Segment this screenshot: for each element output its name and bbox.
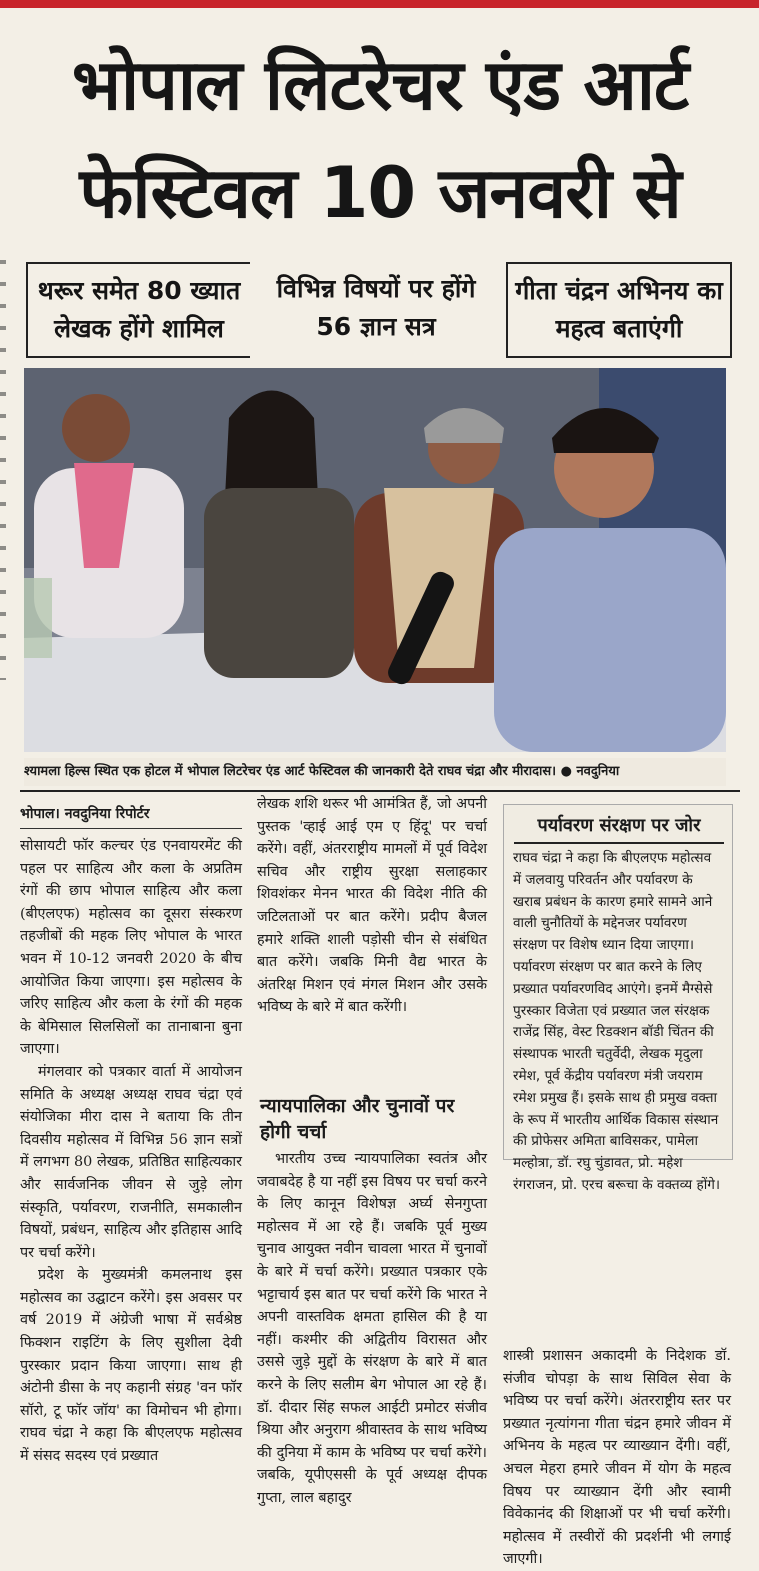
column-1-paragraph-1: सोसायटी फॉर कल्चर एंड एनवायरमेंट की पहल पर साहित्य और कला के अप्रतिम रंगों की छाप भोपाल साहित्य और कला (बीएलएफ) महोत्सव का दूसरा संस्करण तहजीबों की महक लिए भोपाल के भारत भवन में 10-12 जनवरी 2020 के बीच आयोजित किया जाएगा। इस महोत्सव के जरिए साहित्य और कला के रंगों की महक के बेमिसाल सिलसिलों का तानाबाना बुना जाएगा। <box>20 838 242 1058</box>
column-1 <box>20 835 242 1468</box>
photo-caption: श्यामला हिल्स स्थित एक होटल में भोपाल लिटरेचर एंड आर्ट फेस्टिवल की जानकारी देते राघव चंद्रा और मीरादास। ● नवदुनिया <box>24 758 726 786</box>
column-1-paragraph-3: प्रदेश के मुख्यमंत्री कमलनाथ इस महोत्सव का उद्घाटन करेंगे। इस अवसर पर वर्ष 2019 में अंग्रेजी भाषा में सर्वश्रेष्ठ फिक्शन राइटिंग के लिए सुशीला देवी पुरस्कार प्रदान किया जाएगा। साथ ही अंटोनी डीसा के नए कहानी संग्रह 'वन फॉर सॉरो, टू फॉर जॉय' का विमोचन भी होगा। राघव चंद्रा ने कहा कि बीएलएफ महोत्सव में संसद सदस्य एवं प्रख्यात <box>20 1267 242 1465</box>
column-2-paragraph-1: लेखक शशि थरूर भी आमंत्रित हैं, जो अपनी पुस्तक 'व्हाई आई एम ए हिंदू' पर चर्चा करेंगे। वहीं, अंतरराष्ट्रीय मामलों में पूर्व विदेश सचिव और राष्ट्रीय सुरक्षा सलाहकार शिवशंकर मेनन भारत की विदेश नीति की जटिलताओं पर बात करेंगे। प्रदीप बैजल हमारे शक्ति शाली पड़ोसी चीन से संबंधित बात करेंगे। जबकि मिनी वैद्य भारत के अंतरिक्ष मिशन एवं मंगल मिशन और उसके भविष्य के बारे में बात करेंगी। <box>257 796 487 1016</box>
sidebar-box-body: राघव चंद्रा ने कहा कि बीएलएफ महोत्सव में जलवायु परिवर्तन और पर्यावरण के खराब प्रबंधन के कारण हमारे सामने आने वाली चुनौतियों के मद्देनजर पर्यावरण संरक्षण पर विशेष ध्यान दिया जाएगा। पर्यावरण संरक्षण पर बात करने के लिए प्रख्यात पर्यावरणविद आएंगे। इनमें मैग्सेसे पुरस्कार विजेता एवं प्रख्यात जल संरक्षक राजेंद्र सिंह, वेस्ट रिडक्शन बॉडी चिंतन की संस्थापक भारती चतुर्वेदी, लेखक मृदुला रमेश, पूर्व केंद्रीय पर्यावरण मंत्री जयराम रमेश प्रमुख हैं। इसके साथ ही प्रमुख वक्ता के रूप में भारतीय आर्थिक विकास संस्थान की प्रोफेसर अमिता बाविसकर, पामेला मल्होत्रा, डॉ. रघु चुंडावत, प्रो. महेश रंगराजन, प्रो. एरच बरूचा के वक्तव्य होंगे। <box>513 850 721 1193</box>
column-3-paragraph: शास्त्री प्रशासन अकादमी के निदेशक डॉ. संजीव चोपड़ा के साथ सिविल सेवा के भविष्य पर चर्चा करेंगे। अंतरराष्ट्रीय स्तर पर प्रख्यात नृत्यांगना गीता चंद्रन हमारे जीवन में अभिनय के महत्व पर व्याख्यान देंगी। वहीं, अचल मेहरा हमारे जीवन में योग के महत्व विषय पर व्याख्यान देंगी और स्वामी विवेकानंद की शिक्षाओं पर भी चर्चा करेंगी। महोत्सव में तस्वीरों की प्रदर्शनी भी लगाई जाएगी। <box>503 1348 731 1568</box>
column-3-bottom <box>503 1345 731 1568</box>
column-2-bottom <box>257 1148 487 1538</box>
headline-line-1: भोपाल लिटरेचर एंड आर्ट <box>71 44 689 126</box>
press-conference-photo <box>24 368 726 752</box>
subheading-judiciary: न्यायपालिका और चुनावों पर होगी चर्चा <box>260 1095 455 1143</box>
headline-line-2: फेस्टिवल 10 जनवरी से <box>79 152 681 234</box>
column-2-top <box>257 793 487 1083</box>
adjacent-column-edge <box>0 260 6 680</box>
photo-illustration <box>24 368 726 752</box>
byline: भोपाल। नवदुनिया रिपोर्टर <box>20 800 242 829</box>
column-2-paragraph-2: भारतीय उच्च न्यायपालिका स्वतंत्र और जवाबदेह है या नहीं इस विषय पर चर्चा करने के लिए कानून विशेषज्ञ अर्घ्य सेनगुप्ता महोत्सव में आ रहे हैं। जबकि पूर्व मुख्य चुनाव आयुक्त नवीन चावला भारत में चुनावों के बारे में चर्चा करेंगे। प्रख्यात पत्रकार एके भट्टाचार्य इस बात पर चर्चा करेंगे कि भारत ने अपनी वास्तविक क्षमता हासिल की है या नहीं। कश्मीर की अद्वितीय विरासत और उससे जुड़े मुद्दों के संरक्षण के बारे में बात करने के लिए सलीम बेग भोपाल आ रहे हैं। डॉ. दीदार सिंह सफल आईटी प्रमोटर संजीव श्रिया और अनुराग श्रीवास्तव के साथ भविष्य की दुनिया में काम के भविष्य पर चर्चा करेंगे। जबकि, यूपीएससी के पूर्व अध्यक्ष दीपक गुप्ता, लाल बहादुर <box>257 1151 487 1506</box>
top-red-bar <box>0 0 759 8</box>
sidebar-box-title: पर्यावरण संरक्षण पर जोर <box>514 810 724 844</box>
column-1-paragraph-2: मंगलवार को पत्रकार वार्ता में आयोजन समिति के अध्यक्ष अध्यक्ष राघव चंद्रा एवं संयोजिका मीरा दास ने बताया कि तीन दिवसीय महोत्सव में विभिन्न 56 ज्ञान सत्रों में लगभग 80 लेखक, प्रतिष्ठित साहित्यकार और सार्वजनिक जीवन से जुड़े लोग संस्कृति, पर्यावरण, राजनीति, समकालीन विषयों, प्रबंधन, साहित्य और इतिहास आदि पर चर्चा करेंगे। <box>20 1063 242 1261</box>
caption-rule <box>20 790 740 792</box>
kicker-1: थरूर समेत 80 ख्यात लेखक होंगे शामिल <box>26 262 250 358</box>
kicker-3: गीता चंद्रन अभिनय का महत्व बताएंगी <box>506 262 732 358</box>
kicker-2: विभिन्न विषयों पर होंगे 56 ज्ञान सत्र <box>276 274 476 341</box>
